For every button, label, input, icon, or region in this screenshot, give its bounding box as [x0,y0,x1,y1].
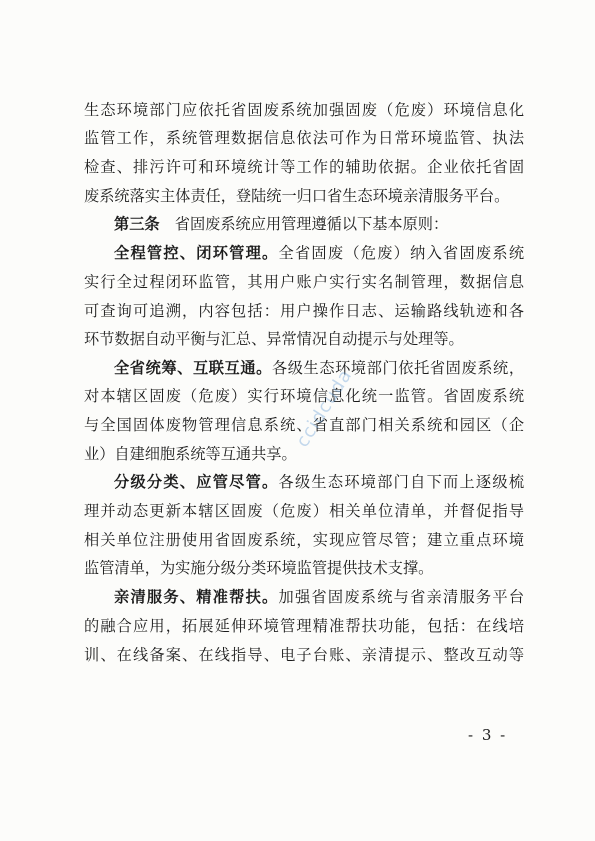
text-line [84,501,524,521]
text-line [84,186,524,206]
line-text: 检查、排污许可和环境统计等工作的辅助依据。企业依托省固 [84,158,524,176]
heading-phrase: 全省统筹、互联互通。 [114,359,272,377]
line-text: 训、在线备案、在线指导、电子台账、亲清提示、整改互动等 [84,646,524,664]
line-text: 对本辖区固废（危废）实行环境信息化统一监管。省固废系统 [84,387,524,405]
heading-phrase: 分级分类、应管尽管。 [114,473,279,491]
heading-phrase: 第三条 [114,215,160,233]
text-line [84,616,524,636]
text-line [84,272,524,292]
line-text: 相关单位注册使用省固废系统，实现应管尽管；建立重点环境 [84,531,524,549]
line-text: 与全国固体废物管理信息系统、省直部门相关系统和园区（企 [84,416,524,434]
text-line [114,358,524,378]
line-text: 生态环境部门应依托省固废系统加强固废（危废）环境信息化 [84,101,524,119]
watermark: ccidcuda [292,365,357,452]
line-text: 环节数据自动平衡与汇总、异常情况自动提示与处理等。 [84,330,464,348]
line-text: 全省固废（危废）纳入省固废系统 [278,244,525,262]
heading-phrase: 亲清服务、精准帮扶。 [114,588,279,606]
text-line [114,243,524,263]
text-line [84,157,524,177]
line-text: 省固废系统应用管理遵循以下基本原则： [159,215,449,233]
line-text: 各级生态环境部门依托省固废系统， [271,359,525,377]
text-line [84,329,524,349]
line-text: 可查询可追溯，内容包括：用户操作日志、运输路线轨迹和各 [84,302,524,320]
text-line [84,558,524,578]
text-line [114,587,524,607]
heading-phrase: 全程管控、闭环管理。 [114,244,279,262]
line-text: 理并动态更新本辖区固废（危废）相关单位清单，并督促指导 [84,502,524,520]
text-line [84,386,524,406]
text-line [84,100,524,120]
text-line [114,214,524,234]
line-text: 业）自建细胞系统等互通共享。 [84,445,297,463]
text-line [84,128,524,148]
line-text: 各级生态环境部门自下而上逐级梳 [278,473,525,491]
line-text: 实行全过程闭环监管，其用户账户实行实名制管理，数据信息 [84,273,524,291]
line-text: 加强省固废系统与省亲清服务平台 [278,588,525,606]
line-text: 的融合应用，拓展延伸环境管理精准帮扶功能，包括：在线培 [84,617,524,635]
page-number: - 3 - [468,726,508,744]
line-text: 监管工作，系统管理数据信息依法可作为日常环境监管、执法 [84,129,524,147]
line-text: 监管清单，为实施分级分类环境监管提供技术支撑。 [84,559,434,577]
text-line [84,645,524,665]
text-line [84,530,524,550]
line-text: 废系统落实主体责任，登陆统一归口省生态环境亲清服务平台。 [84,187,510,205]
text-line [114,472,524,492]
text-line [84,301,524,321]
